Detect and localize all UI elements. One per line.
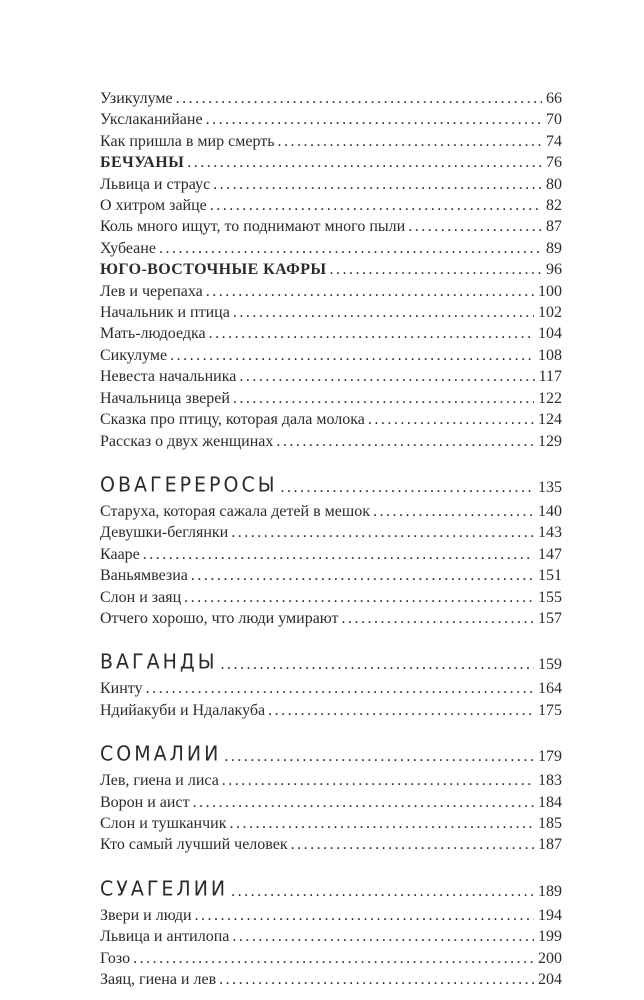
toc-entry-title: Как пришла в мир смерть xyxy=(100,132,275,150)
toc-entry-title: Невеста начальника xyxy=(100,368,237,386)
toc-entry-page-number: 140 xyxy=(538,502,562,520)
toc-group xyxy=(100,742,562,856)
toc-entry xyxy=(100,345,562,366)
dot-leader xyxy=(278,131,542,152)
dot-leader xyxy=(342,608,534,629)
toc-entry-page-number: 199 xyxy=(538,928,562,946)
toc-entry-page-number: 66 xyxy=(546,90,562,107)
dot-leader xyxy=(268,700,534,721)
dot-leader xyxy=(232,926,534,947)
dot-leader xyxy=(222,770,534,791)
toc-entry xyxy=(100,109,562,130)
toc-entry xyxy=(100,834,562,855)
toc-entry-page-number: 96 xyxy=(546,261,562,279)
toc-entry-page-number: 102 xyxy=(538,304,562,322)
toc-entry-title: Кто самый лучший человек xyxy=(100,836,288,854)
dot-leader xyxy=(231,879,534,905)
dot-leader xyxy=(143,544,534,565)
toc-section-title: ВАГАНДЫ xyxy=(100,650,218,675)
toc-entry xyxy=(100,366,562,387)
toc-entry-page-number: 76 xyxy=(546,154,562,172)
toc-entry-page-number: 187 xyxy=(538,836,562,854)
toc-section-header xyxy=(100,473,562,501)
toc-entry-page-number: 179 xyxy=(538,748,562,766)
toc-entry-page-number: 143 xyxy=(538,524,562,542)
toc-entry-page-number: 189 xyxy=(538,882,562,900)
toc-entry-title: Лев, гиена и лиса xyxy=(100,772,219,790)
toc-entry-title: Львица и страус xyxy=(100,175,211,193)
toc-entry-page-number: 155 xyxy=(538,588,562,606)
toc-entry xyxy=(100,678,562,699)
toc-entry-title: Узикулуме xyxy=(100,90,173,107)
toc-entry-title: Коль много ищут, то поднимают много пыли xyxy=(100,218,406,236)
toc-entry xyxy=(100,608,562,629)
dot-leader xyxy=(191,565,534,586)
toc-entry-page-number: 117 xyxy=(538,368,562,386)
toc-section-header xyxy=(100,650,562,678)
toc-entry-page-number: 164 xyxy=(538,680,562,698)
toc-entry xyxy=(100,770,562,791)
dot-leader xyxy=(330,259,543,280)
dot-leader xyxy=(373,501,534,522)
toc-entry-title: Рассказ о двух женщинах xyxy=(100,432,274,450)
toc-entry-page-number: 80 xyxy=(546,175,562,193)
toc-entry xyxy=(100,259,562,280)
dot-leader xyxy=(221,652,534,678)
toc-entry xyxy=(100,152,562,173)
toc-entry xyxy=(100,926,562,947)
dot-leader xyxy=(281,475,535,501)
toc-section-title: СУАГЕЛИИ xyxy=(100,876,229,901)
toc-entry xyxy=(100,813,562,834)
toc-entry xyxy=(100,544,562,565)
toc-entry-page-number: 147 xyxy=(538,545,562,563)
dot-leader xyxy=(368,409,534,430)
toc-entry-page-number: 175 xyxy=(538,701,562,719)
toc-entry-page-number: 124 xyxy=(538,411,562,429)
toc-entry xyxy=(100,501,562,522)
toc-entry xyxy=(100,195,562,216)
toc-entry-title: Старуха, которая сажала детей в мешок xyxy=(100,502,370,520)
toc-entry xyxy=(100,281,562,302)
toc-entry-title: Сикулуме xyxy=(100,346,168,364)
toc-entry-title: О хитром зайце xyxy=(100,197,207,215)
dot-leader xyxy=(291,834,534,855)
dot-leader xyxy=(231,522,534,543)
dot-leader xyxy=(229,813,534,834)
toc-group xyxy=(100,877,562,991)
toc-entry-title: Гозо xyxy=(100,949,131,967)
dot-leader xyxy=(184,587,534,608)
toc-entry-title: Сказка про птицу, которая дала молока xyxy=(100,411,365,429)
toc-entry-title: Укслаканийане xyxy=(100,111,203,129)
dot-leader xyxy=(233,302,534,323)
toc-entry-title: Слон и заяц xyxy=(100,588,182,606)
toc-entry-title: Лев и черепаха xyxy=(100,282,203,300)
toc-entry-page-number: 200 xyxy=(538,949,562,967)
toc-entry xyxy=(100,302,562,323)
toc-group xyxy=(100,473,562,629)
toc-entry-page-number: 70 xyxy=(546,111,562,129)
toc-entry-page-number: 183 xyxy=(538,772,562,790)
toc-entry-page-number: 204 xyxy=(538,971,562,988)
toc-entry-title: Начальница зверей xyxy=(100,389,230,407)
toc-entry-title: БЕЧУАНЫ xyxy=(100,154,185,172)
toc-entry-title: Мать-людоедка xyxy=(100,325,206,343)
toc-entry-page-number: 184 xyxy=(538,793,562,811)
dot-leader xyxy=(170,345,534,366)
toc-entry-title: Заяц, гиена и лев xyxy=(100,971,217,988)
toc-entry-page-number: 159 xyxy=(538,656,562,674)
toc-entry-page-number: 135 xyxy=(538,478,562,496)
toc-entry-page-number: 104 xyxy=(538,325,562,343)
toc-entry-title: Ндийакуби и Ндалакуба xyxy=(100,701,266,719)
toc-entry-page-number: 122 xyxy=(538,389,562,407)
dot-leader xyxy=(224,744,534,770)
toc-entry xyxy=(100,88,562,109)
toc-entry-title: Ваньямвезиа xyxy=(100,567,188,585)
toc-entry xyxy=(100,948,562,969)
toc-entry-title: Звери и люди xyxy=(100,906,192,924)
dot-leader xyxy=(133,948,534,969)
toc-entry-page-number: 89 xyxy=(546,239,562,257)
toc-entry-page-number: 100 xyxy=(538,282,562,300)
dot-leader xyxy=(408,216,542,237)
dot-leader xyxy=(213,174,542,195)
dot-leader xyxy=(233,388,534,409)
toc-entry xyxy=(100,700,562,721)
dot-leader xyxy=(219,969,534,990)
toc-entry xyxy=(100,216,562,237)
toc-entry-page-number: 74 xyxy=(546,132,562,150)
toc-entry-page-number: 194 xyxy=(538,906,562,924)
toc-section-title: ОВАГЕРЕРОСЫ xyxy=(100,472,278,497)
dot-leader xyxy=(176,88,542,109)
toc-entry-page-number: 151 xyxy=(538,567,562,585)
dot-leader xyxy=(276,431,534,452)
toc-entry xyxy=(100,131,562,152)
dot-leader xyxy=(146,678,534,699)
toc-section-header xyxy=(100,877,562,905)
toc-section-title: СОМАЛИИ xyxy=(100,742,222,766)
dot-leader xyxy=(193,792,534,813)
toc-entry-title: Кинту xyxy=(100,680,143,698)
dot-leader xyxy=(210,195,542,216)
toc-entry-page-number: 157 xyxy=(538,609,562,627)
dot-leader xyxy=(209,323,534,344)
dot-leader xyxy=(159,238,542,259)
toc-entry-page-number: 185 xyxy=(538,814,562,832)
toc-group xyxy=(100,88,562,452)
toc-entry xyxy=(100,565,562,586)
toc-section-header xyxy=(100,742,562,770)
toc-entry xyxy=(100,792,562,813)
toc-entry-title: ЮГО-ВОСТОЧНЫЕ КАФРЫ xyxy=(100,261,327,279)
toc-entry xyxy=(100,388,562,409)
dot-leader xyxy=(206,281,534,302)
toc xyxy=(100,88,562,990)
dot-leader xyxy=(187,152,542,173)
toc-entry-title: Кааре xyxy=(100,545,140,563)
toc-entry xyxy=(100,174,562,195)
dot-leader xyxy=(206,109,542,130)
dot-leader xyxy=(239,366,534,387)
toc-entry xyxy=(100,905,562,926)
toc-entry-page-number: 129 xyxy=(538,432,562,450)
toc-entry xyxy=(100,323,562,344)
toc-entry-title: Хубеане xyxy=(100,239,156,257)
toc-entry-title: Ворон и аист xyxy=(100,793,190,811)
toc-entry-title: Слон и тушканчик xyxy=(100,814,227,832)
toc-entry-page-number: 82 xyxy=(546,197,562,215)
toc-entry-title: Девушки-беглянки xyxy=(100,524,229,542)
toc-entry xyxy=(100,587,562,608)
toc-entry xyxy=(100,238,562,259)
toc-entry-title: Отчего хорошо, что люди умирают xyxy=(100,609,339,627)
toc-entry xyxy=(100,409,562,430)
toc-entry xyxy=(100,431,562,452)
toc-entry-title: Львица и антилопа xyxy=(100,928,230,946)
toc-entry-title: Начальник и птица xyxy=(100,304,230,322)
toc-group xyxy=(100,650,562,721)
dot-leader xyxy=(195,905,534,926)
toc-entry-page-number: 108 xyxy=(538,346,562,364)
toc-entry xyxy=(100,969,562,990)
toc-entry-page-number: 87 xyxy=(546,218,562,236)
toc-entry xyxy=(100,522,562,543)
